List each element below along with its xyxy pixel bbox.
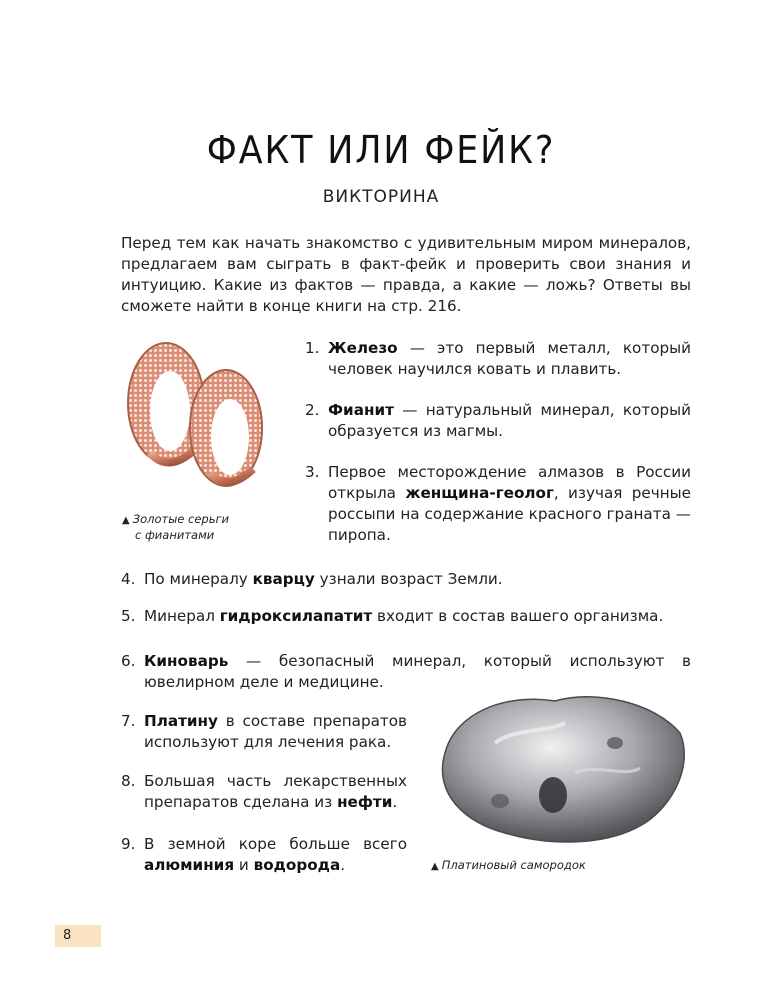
platinum-nugget-photo xyxy=(425,683,693,851)
fact-number: 4. xyxy=(121,570,136,588)
fact-text-rest: — натуральный минерал, который образуется из магмы. xyxy=(328,401,691,440)
fact-number: 8. xyxy=(121,772,136,790)
fact-number: 2. xyxy=(305,401,320,419)
fact-text-rest: узнали возраст Земли. xyxy=(314,570,503,588)
fact-keyword: нефти xyxy=(337,793,393,811)
fact-number: 5. xyxy=(121,607,136,625)
earrings-photo xyxy=(118,333,268,503)
fact-text-start: По минералу xyxy=(144,570,253,588)
triangle-icon: ▲ xyxy=(122,515,130,526)
fact-item xyxy=(305,400,691,442)
fact-number: 1. xyxy=(305,339,320,357)
nugget-caption xyxy=(431,858,586,874)
fact-number: 9. xyxy=(121,835,136,853)
fact-keyword: Киноварь xyxy=(144,652,229,670)
fact-item xyxy=(121,569,691,590)
fact-text-start: В земной коре больше всего xyxy=(144,835,407,853)
fact-keyword: алюминия xyxy=(144,856,235,874)
fact-text-mid: и xyxy=(234,856,254,874)
fact-item xyxy=(121,771,407,813)
fact-keyword: гидроксилапатит xyxy=(219,607,373,625)
fact-keyword: женщина-геолог xyxy=(405,484,554,502)
fact-text-end: . xyxy=(340,856,346,874)
fact-item xyxy=(121,834,407,876)
fact-keyword-2: водорода xyxy=(253,856,341,874)
earrings-caption xyxy=(122,512,229,543)
nugget-caption-text: Платиновый самородок xyxy=(441,858,586,872)
fact-text-start: Первое месторождение алмазов в России открыла xyxy=(328,463,691,502)
earrings-caption-line1: Золотые серьги xyxy=(132,512,229,526)
fact-keyword: Фианит xyxy=(328,401,394,419)
page-title: ФАКТ ИЛИ ФЕЙК? xyxy=(206,128,556,172)
page-subtitle: ВИКТОРИНА xyxy=(322,187,440,207)
fact-text-rest: входит в состав вашего организма. xyxy=(372,607,664,625)
page-number: 8 xyxy=(55,925,101,947)
fact-text-rest: — это первый металл, который человек научился ковать и плавить. xyxy=(328,339,691,378)
fact-text-rest: . xyxy=(392,793,398,811)
fact-keyword: кварцу xyxy=(252,570,315,588)
earrings-caption-line2: с фианитами xyxy=(135,528,215,542)
fact-number: 3. xyxy=(305,463,320,481)
fact-text-start: Минерал xyxy=(144,607,220,625)
fact-text-rest: , изучая речные россыпи на содержание красного граната — пиропа. xyxy=(328,484,691,544)
fact-keyword: Платину xyxy=(144,712,218,730)
fact-number: 6. xyxy=(121,652,136,670)
fact-keyword: Железо xyxy=(328,339,398,357)
fact-text-start: Большая часть лекарственных препаратов сделана из xyxy=(144,772,407,811)
intro-paragraph: Перед тем как начать знакомство с удивительным миром минералов, предлагаем вам сыграть в факт-фейк и проверить свои знания и интуицию. Какие из фактов — правда, а какие — ложь? Ответы вы сможете найти в конце книги на стр. 216. xyxy=(121,234,691,315)
fact-item xyxy=(121,606,691,627)
fact-number: 7. xyxy=(121,712,136,730)
fact-item xyxy=(121,711,407,753)
fact-item xyxy=(305,338,691,380)
fact-text-rest: — безопасный минерал, который используют в ювелирном деле и медицине. xyxy=(144,652,691,691)
fact-text-rest: в составе препаратов используют для лечения рака. xyxy=(144,712,407,751)
fact-item xyxy=(305,462,691,546)
triangle-icon: ▲ xyxy=(431,861,439,872)
